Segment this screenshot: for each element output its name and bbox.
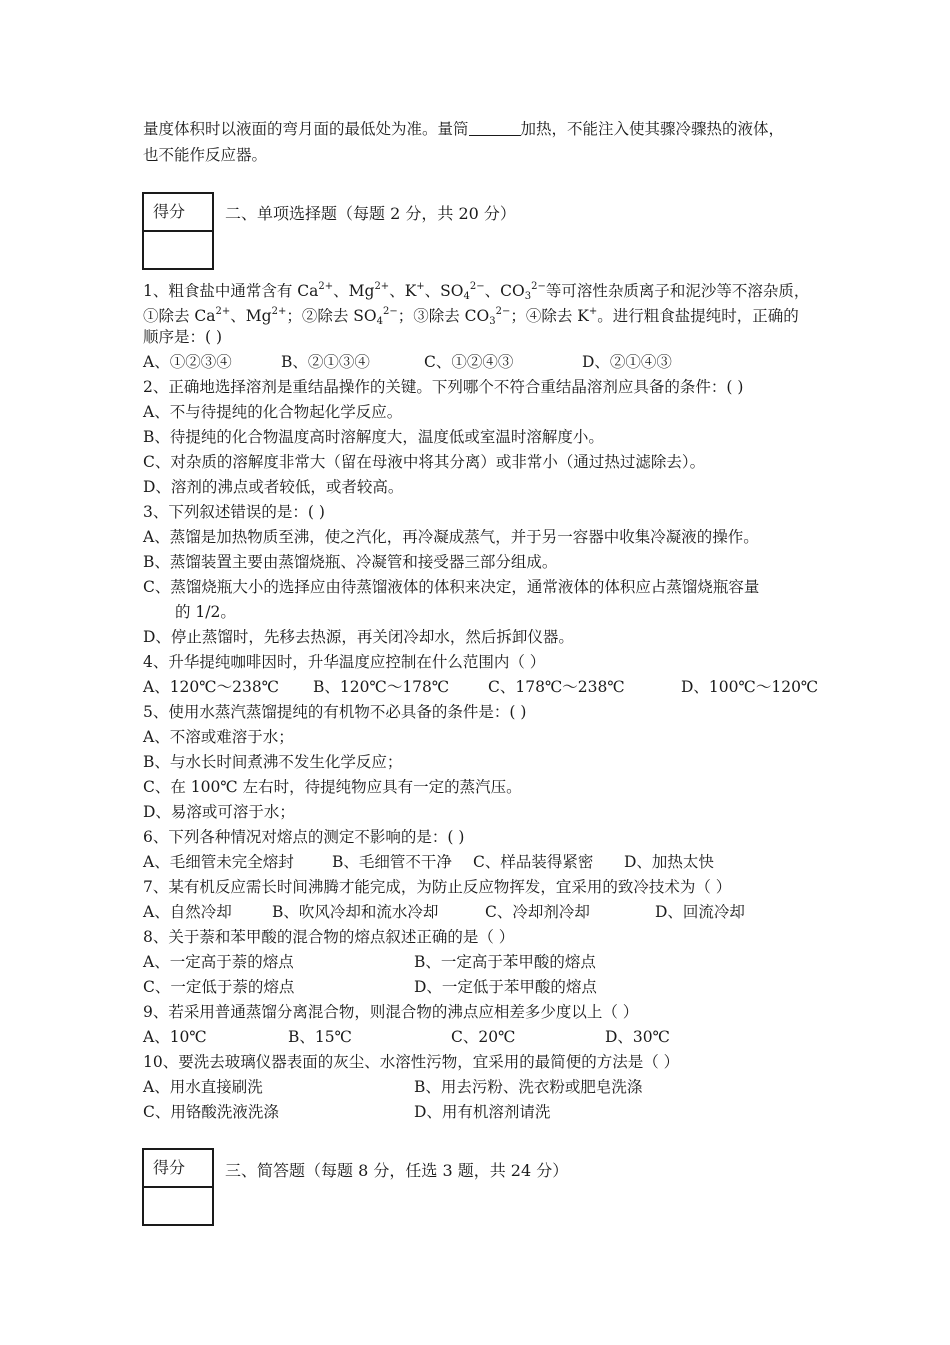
q6-option-d: D、加热太快 [624, 853, 714, 871]
formula-subscript: 4 [463, 291, 470, 302]
q8-option-c: C、一定低于萘的熔点 [143, 978, 295, 996]
q6-option-c: C、样品装得紧密 [473, 853, 594, 871]
charge-superscript: 2+ [374, 281, 390, 292]
charge-superscript: 2+ [271, 306, 287, 317]
q7-option-a: A、自然冷却 [143, 903, 232, 921]
q1-text: ①除去 Ca [143, 307, 216, 325]
charge-superscript: + [588, 306, 598, 317]
q1-text: 、Mg [333, 282, 375, 300]
q3-option-c: C、蒸馏烧瓶大小的选择应由待蒸馏液体的体积来决定，通常液体的体积应占蒸馏烧瓶容量 [143, 578, 760, 596]
question-6-stem: 6、下列各种情况对熔点的测定不影响的是：( ) [143, 828, 465, 846]
section-2-title: 二、单项选择题（每题 2 分，共 20 分） [225, 204, 516, 223]
q3-option-b: B、蒸馏装置主要由蒸馏烧瓶、冷凝管和接受器三部分组成。 [143, 553, 558, 571]
q7-option-c: C、冷却剂冷却 [485, 903, 590, 921]
question-1-line-2 [143, 302, 799, 332]
q1-text: 。进行粗食盐提纯时，正确的 [597, 307, 799, 325]
q3-option-d: D、停止蒸馏时，先移去热源，再关闭冷却水，然后拆卸仪器。 [143, 628, 574, 646]
q1-text: ；④除去 K [510, 307, 589, 325]
q5-option-a: A、不溶或难溶于水； [143, 728, 294, 746]
q8-option-d: D、一定低于苯甲酸的熔点 [414, 978, 597, 996]
score-label: 得分 [144, 1150, 212, 1188]
q7-option-d: D、回流冷却 [655, 903, 745, 921]
charge-superscript: 2− [495, 306, 511, 317]
q6-option-a: A、毛细管未完全熔封 [143, 853, 294, 871]
q1-text: 、CO [484, 282, 525, 300]
charge-superscript: 2− [382, 306, 398, 317]
question-2-stem: 2、正确地选择溶剂是重结晶操作的关键。下列哪个不符合重结晶溶剂应具备的条件：( ) [143, 378, 744, 396]
question-9-stem: 9、若采用普通蒸馏分离混合物，则混合物的沸点应相差多少度以上（ ） [143, 1003, 639, 1021]
q2-option-d: D、溶剂的沸点或者较低，或者较高。 [143, 478, 404, 496]
q4-option-c: C、178℃～238℃ [488, 678, 625, 696]
q6-option-b: B、毛细管不干净 [332, 853, 452, 871]
intro-text-b: 加热，不能注入使其骤冷骤热的液体， [520, 120, 785, 138]
charge-superscript: 2− [531, 281, 546, 292]
q9-option-c: C、20℃ [451, 1028, 516, 1046]
question-3-stem: 3、下列叙述错误的是：( ) [143, 503, 325, 521]
charge-superscript: 2− [469, 281, 485, 292]
section-3-title: 三、简答题（每题 8 分，任选 3 题，共 24 分） [225, 1161, 569, 1180]
q1-option-b: B、②①③④ [281, 353, 370, 371]
score-box-section-2 [142, 192, 214, 270]
q5-option-b: B、与水长时间煮沸不发生化学反应； [143, 753, 403, 771]
question-7-stem: 7、某有机反应需长时间沸腾才能完成，为防止反应物挥发，宜采用的致冷技术为（ ） [143, 878, 732, 896]
q9-option-b: B、15℃ [288, 1028, 352, 1046]
question-10-stem: 10、要洗去玻璃仪器表面的灰尘、水溶性污物，宜采用的最简便的方法是（ ） [143, 1053, 680, 1071]
charge-superscript: 2+ [215, 306, 231, 317]
formula-subscript: 4 [376, 316, 383, 327]
q4-option-b: B、120℃～178℃ [313, 678, 450, 696]
q3-option-c-cont: 的 1/2。 [175, 603, 236, 621]
intro-line-2: 也不能作反应器。 [143, 146, 268, 164]
q1-text: 1、粗食盐中通常含有 Ca [143, 282, 319, 300]
q2-option-c: C、对杂质的溶解度非常大（留在母液中将其分离）或非常小（通过热过滤除去）。 [143, 453, 706, 471]
q1-text: 、K [389, 282, 417, 300]
charge-superscript: + [416, 281, 425, 292]
q7-option-b: B、吹风冷却和流水冷却 [272, 903, 439, 921]
q10-option-c: C、用铬酸洗液洗涤 [143, 1103, 279, 1121]
score-label: 得分 [144, 194, 212, 232]
q1-text: 、SO [424, 282, 464, 300]
q1-option-c: C、①②④③ [424, 353, 514, 371]
q2-option-b: B、待提纯的化合物温度高时溶解度大，温度低或室温时溶解度小。 [143, 428, 604, 446]
intro-line-1 [143, 119, 784, 139]
question-4-stem: 4、升华提纯咖啡因时，升华温度应控制在什么范围内（ ） [143, 653, 546, 671]
q8-option-a: A、一定高于萘的熔点 [143, 953, 294, 971]
question-1-line-3: 顺序是：( ) [143, 328, 223, 346]
charge-superscript: 2+ [318, 281, 334, 292]
q2-option-a: A、不与待提纯的化合物起化学反应。 [143, 403, 403, 421]
q1-option-d: D、②①④③ [582, 353, 672, 371]
q1-text: 、Mg [230, 307, 272, 325]
q10-option-d: D、用有机溶剂请洗 [414, 1103, 551, 1121]
q4-option-d: D、100℃～120℃ [681, 678, 819, 696]
formula-subscript: 3 [524, 291, 532, 302]
formula-subscript: 3 [489, 316, 496, 327]
q5-option-c: C、在 100℃ 左右时，待提纯物应具有一定的蒸汽压。 [143, 778, 522, 796]
answer-blank [469, 121, 521, 136]
q1-text: ；②除去 SO [286, 307, 377, 325]
q3-option-a: A、蒸馏是加热物质至沸，使之汽化，再冷凝成蒸气，并于另一容器中收集冷凝液的操作。 [143, 528, 759, 546]
intro-text-a: 量度体积时以液面的弯月面的最低处为准。量筒 [143, 120, 469, 138]
q1-text: ；③除去 CO [397, 307, 490, 325]
q1-text: 等可溶性杂质离子和泥沙等不溶杂质， [545, 282, 810, 300]
q10-option-b: B、用去污粉、洗衣粉或肥皂洗涤 [414, 1078, 643, 1096]
q10-option-a: A、用水直接刷洗 [143, 1078, 263, 1096]
q4-option-a: A、120℃～238℃ [143, 678, 280, 696]
question-5-stem: 5、使用水蒸汽蒸馏提纯的有机物不必具备的条件是：( ) [143, 703, 527, 721]
q5-option-d: D、易溶或可溶于水； [143, 803, 295, 821]
q8-option-b: B、一定高于苯甲酸的熔点 [414, 953, 596, 971]
q1-option-a: A、①②③④ [143, 353, 232, 371]
q9-option-a: A、10℃ [143, 1028, 207, 1046]
q9-option-d: D、30℃ [605, 1028, 670, 1046]
score-box-section-3 [142, 1148, 214, 1226]
question-8-stem: 8、关于萘和苯甲酸的混合物的熔点叙述正确的是（ ） [143, 928, 515, 946]
